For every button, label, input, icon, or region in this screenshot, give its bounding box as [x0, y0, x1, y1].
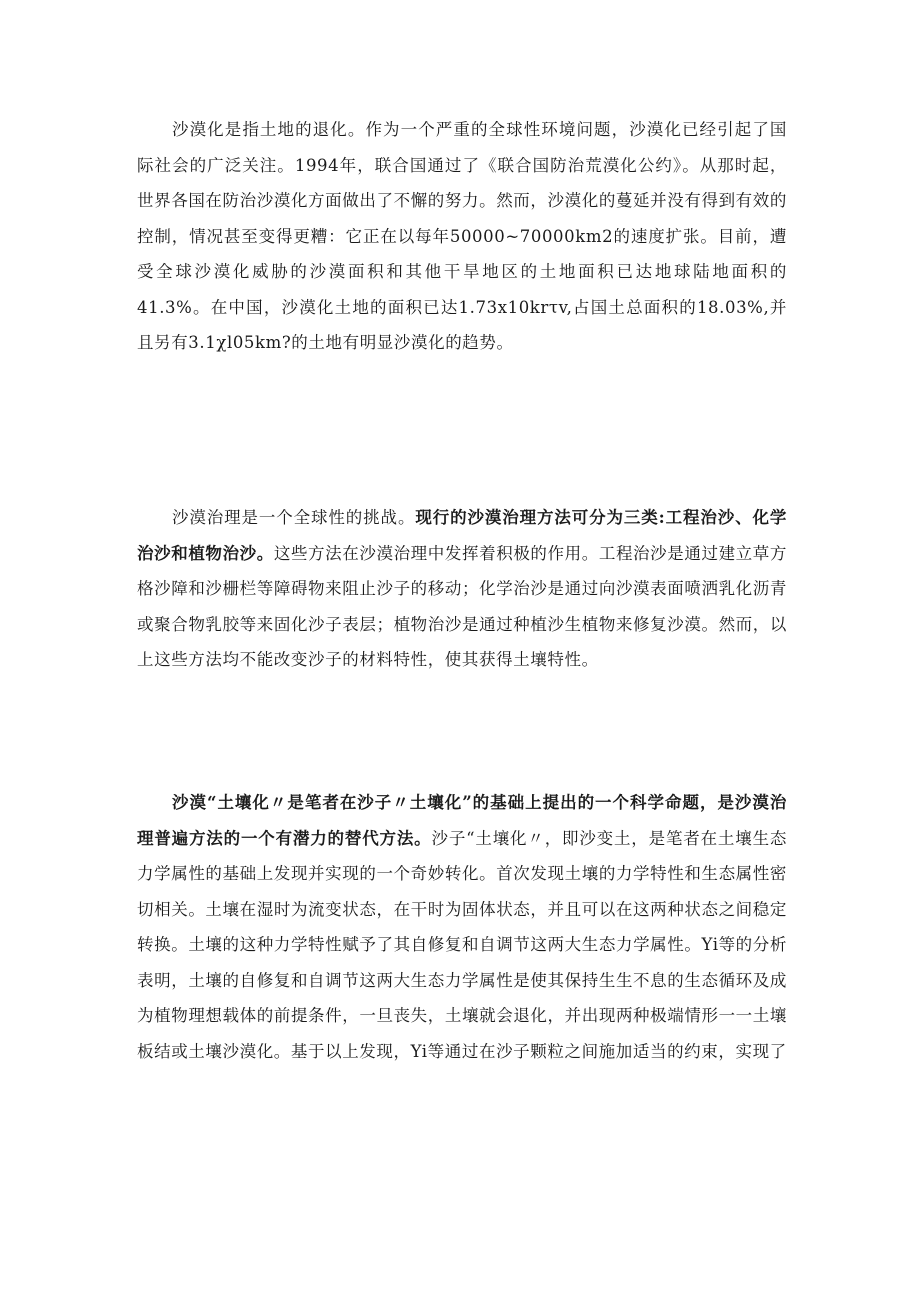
- paragraph-desertification-intro: [137, 112, 787, 361]
- paragraph-bold-text: 沙漠“土壤化〃是笔者在沙子〃土壤化”的基础上提出的一个科学命题，是沙漠治理普遍方法的一个有潜力的替代方法。: [137, 793, 787, 848]
- paragraph-desert-control-methods: [137, 500, 787, 678]
- paragraph-text: 这些方法在沙漠治理中发挥着积极的作用。工程治沙是通过建立草方格沙障和沙栅栏等障碍物来阻止沙子的移动；化学治沙是通过向沙漠表面喷洒乳化沥青或聚合物乳胶等来固化沙子表层；植物治沙是通过种植沙生植物来修复沙漠。然而，以上这些方法均不能改变沙子的材料特性，使其获得土壤特性。: [137, 543, 787, 669]
- paragraph-bold-text: 现行的沙漠治理方法可分为三类:工程治沙、化学治沙和植物治沙。: [137, 508, 787, 563]
- paragraph-text: 沙漠化是指土地的退化。作为一个严重的全球性环境问题，沙漠化已经引起了国际社会的广泛关注。1994年，联合国通过了《联合国防治荒漠化公约》。从那时起，世界各国在防治沙漠化方面做出了不懈的努力。然而，沙漠化的蔓延并没有得到有效的控制，情况甚至变得更糟：它正在以每年50000~70000km2的速度扩张。目前，遭受全球沙漠化威胁的沙漠面积和其他干旱地区的土地面积已达地球陆地面积的41.3%。在中国，沙漠化土地的面积已达1.73x10krτv,占国土总面积的18.03%,并且另有3.1χl05km?的土地有明显沙漠化的趋势。: [137, 120, 787, 352]
- paragraph-text: 沙漠治理是一个全球性的挑战。: [172, 508, 416, 527]
- paragraph-desert-soilification: [137, 785, 787, 1069]
- paragraph-text: 沙子“土壤化〃，即沙变土，是笔者在土壤生态力学属性的基础上发现并实现的一个奇妙转化。首次发现土壤的力学特性和生态属性密切相关。土壤在湿时为流变状态，在干时为固体状态，并且可以在这两种状态之间稳定转换。土壤的这种力学特性赋予了其自修复和自调节这两大生态力学属性。Yi等的分析表明，土壤的自修复和自调节这两大生态力学属性是使其保持生生不息的生态循环及成为植物理想载体的前提条件，一旦丧失，土壤就会退化，并出现两种极端情形一一土壤板结或土壤沙漠化。基于以上发现，Yi等通过在沙子颗粒之间施加适当的约束，实现了: [137, 828, 787, 1061]
